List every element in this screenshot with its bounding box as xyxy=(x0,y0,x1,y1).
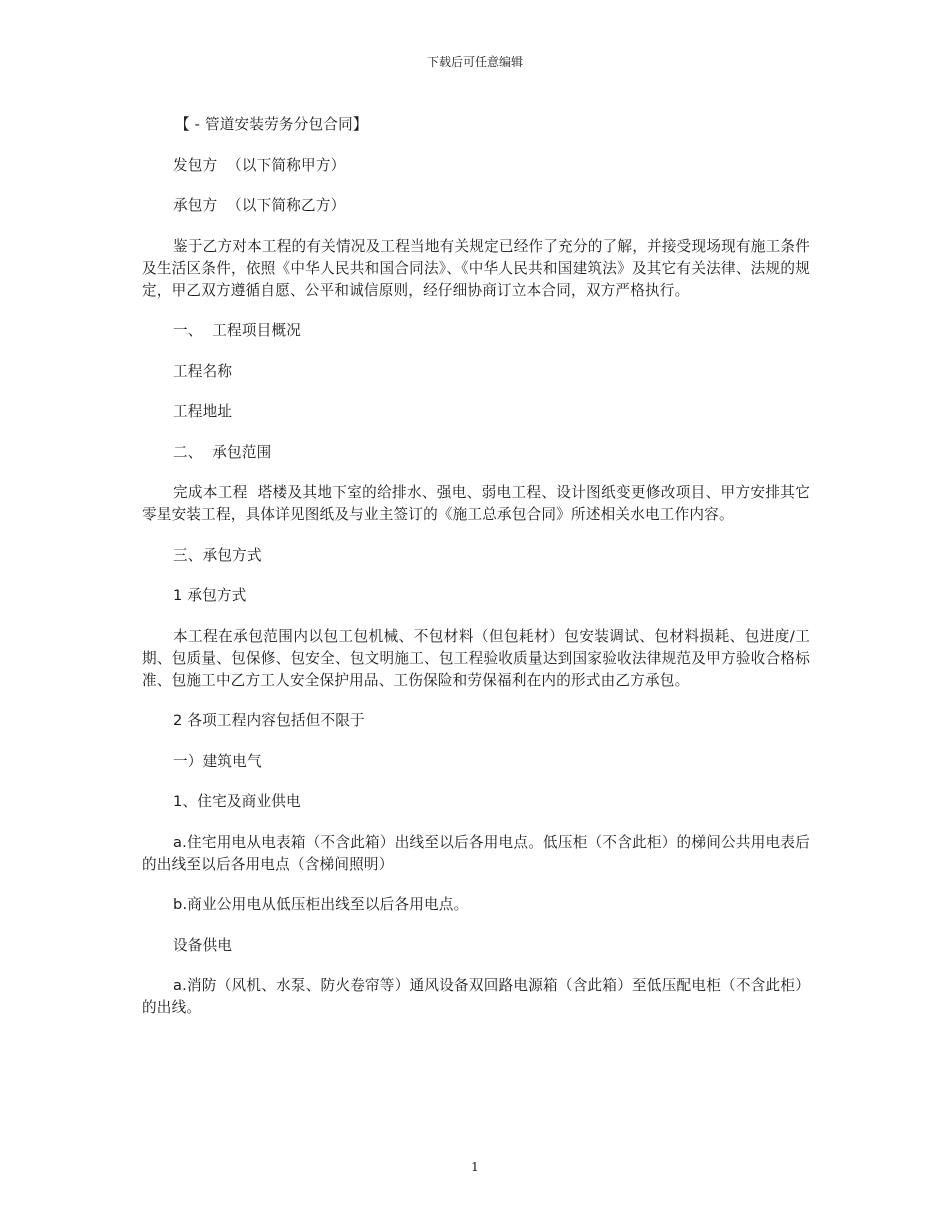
subheading-equipment-power: 设备供电 xyxy=(173,936,233,954)
paragraph-scope: 完成本工程 塔楼及其地下室的给排水、强电、弱电工程、设计图纸变更修改项目、甲方安排其它零星安装工程，具体详见图纸及与业主签订的《施工总承包合同》所述相关水电工作内容。 xyxy=(142,484,810,523)
paragraph-residential-power: a.住宅用电从电表箱（不含此箱）出线至以后各用电点。低压柜（不含此柜）的梯间公共用电表后的出线至以后各用电点（含梯间照明） xyxy=(142,833,810,873)
section-heading-scope: 二、 承包范围 xyxy=(173,443,272,461)
paragraph-commercial-power: b.商业公用电从低压柜出线至以后各用电点。 xyxy=(173,896,469,913)
section-heading-method: 三、承包方式 xyxy=(173,546,262,564)
page-header xyxy=(0,54,950,70)
contract-title: 【 - 管道安装劳务分包合同】 xyxy=(175,116,368,133)
section-heading-overview: 一、 工程项目概况 xyxy=(173,322,302,339)
paragraph-preamble: 鉴于乙方对本工程的有关情况及工程当地有关规定已经作了充分的了解，并接受现场现有施工条件及生活区条件，依照《中华人民共和国合同法》、《中华人民共和国建筑法》及其它有关法律、法规的规定，甲乙双方遵循自愿、公平和诚信原则，经仔细协商订立本合同，双方严格执行。 xyxy=(142,237,810,299)
paragraph-method: 本工程在承包范围内以包工包机械、不包材料（但包耗材）包安装调试、包材料损耗、包进度/工期、包质量、包保修、包安全、包文明施工、包工程验收质量达到国家验收法律规范及甲方验收合格标准、包施工中乙方工人安全保护用品、工伤保险和劳保福利在内的形式由乙方承包。 xyxy=(142,627,810,689)
subheading-method: 1 承包方式 xyxy=(173,587,247,604)
paragraph-project-address: 工程地址 xyxy=(173,403,233,420)
document-body xyxy=(142,114,810,1038)
paragraph-contractor: 承包方 （以下简称乙方） xyxy=(173,197,346,214)
subheading-electrical: 一）建筑电气 xyxy=(173,752,262,770)
paragraph-employer: 发包方 （以下简称甲方） xyxy=(173,156,346,174)
paragraph-project-name: 工程名称 xyxy=(173,362,233,380)
page-number: 1 xyxy=(471,1160,479,1174)
paragraph-fire-equipment-power: a.消防（风机、水泵、防火卷帘等）通风设备双回路电源箱（含此箱）至低压配电柜（不含此柜）的出线。 xyxy=(142,977,810,1016)
page-footer xyxy=(0,1159,950,1175)
subheading-work-items: 2 各项工程内容包括但不限于 xyxy=(173,712,365,729)
header-note: 下载后可任意编辑 xyxy=(426,55,523,69)
subheading-power-supply: 1、住宅及商业供电 xyxy=(173,793,301,810)
